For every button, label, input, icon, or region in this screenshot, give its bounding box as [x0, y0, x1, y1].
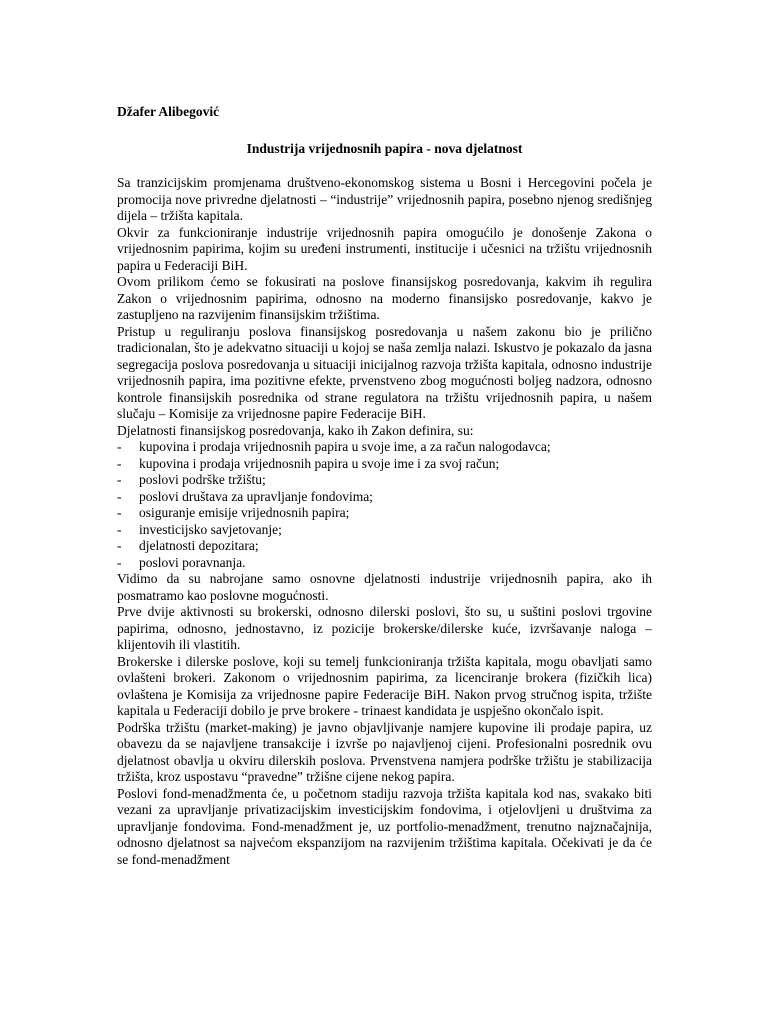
list-item	[117, 439, 652, 456]
list-item-text: kupovina i prodaja vrijednosnih papira u svoje ime i za svoj račun;	[139, 455, 500, 471]
document-title: Industrija vrijednosnih papira - nova djelatnost	[246, 140, 523, 156]
list-item	[117, 456, 652, 473]
paragraph: Vidimo da su nabrojane samo osnovne djelatnosti industrije vrijednosnih papira, ako ih posmatramo kao poslovne mogućnosti.	[117, 571, 652, 603]
list-item	[117, 555, 652, 572]
paragraph: Okvir za funkcioniranje industrije vrijednosnih papira omogućilo je donošenje Zakona o vrijednosnim papirima, kojim su uređeni instrumenti, institucije i učesnici na tržištu vrijednosnih papira u Federaciji BiH.	[117, 224, 652, 273]
activities-list	[117, 439, 652, 571]
list-item-text: kupovina i prodaja vrijednosnih papira u svoje ime, a za račun nalogodavca;	[139, 439, 551, 454]
paragraph: Prve dvije aktivnosti su brokerski, odnosno dilerski poslovi, što su, u suštini poslovi trgovine papirima, odnosno, jednostavno, iz pozicije brokerske/dilerske kuće, izvršavanje naloga – klijentovih ili vlastitih.	[117, 604, 652, 652]
document-page	[117, 104, 652, 868]
paragraph: Sa tranzicijskim promjenama društveno-ekonomskog sistema u Bosni i Hercegovini počela je promocija nove privredne djelatnosti – “industrije” vrijednosnih papira, posebno njenog središnjeg dijela – tržišta kapitala.	[117, 175, 652, 223]
list-item	[117, 538, 652, 555]
list-item-text: poslovi podrške tržištu;	[139, 472, 266, 487]
list-dash: -	[117, 439, 122, 454]
list-item	[117, 489, 652, 506]
list-dash: -	[117, 521, 122, 537]
list-item	[117, 505, 652, 522]
paragraph: Djelatnosti finansijskog posredovanja, kako ih Zakon definira, su:	[117, 422, 474, 438]
paragraph: Pristup u reguliranju poslova finansijskog posredovanja u našem zakonu bio je prilično tradicionalan, što je adekvatno situaciji u kojoj se naša zemlja nalazi. Iskustvo je pokazalo da jasna segregacija poslova posredovanja u situaciji inicijalnog razvoja tržišta kapitala, odnosno industrije vrijednosnih papira, ima pozitivne efekte, prvenstveno zbog mogućnosti boljeg nadzora, odnosno kontrole finansijskih posrednika od strane regulatora na tržištu vrijednosnih papira, u našem slučaju – Komisije za vrijednosne papire Federacije BiH.	[117, 323, 652, 421]
body-text	[117, 175, 652, 868]
list-dash: -	[117, 554, 122, 570]
list-dash: -	[117, 505, 122, 520]
list-item-text: poslovi društava za upravljanje fondovima;	[139, 488, 373, 504]
paragraph: Brokerske i dilerske poslove, koji su temelj funkcioniranja tržišta kapitala, mogu obavljati samo ovlašteni brokeri. Zakonom o vrijednosnim papirima, za licenciranje brokera (fizičkih lica) ovlaštena je Komisija za vrijednosne papire Federacije BiH. Nakon prvog stručnog ispita, tržište kapitala u Federaciji dobilo je prve brokere - trinaest kandidata je uspješno okončalo ispit.	[117, 653, 652, 718]
list-item	[117, 522, 652, 539]
list-item	[117, 472, 652, 489]
list-dash: -	[117, 472, 122, 487]
list-item-text: djelatnosti depozitara;	[139, 538, 259, 553]
paragraph: Ovom prilikom ćemo se fokusirati na poslove finansijskog posredovanja, kakvim ih regulira Zakon o vrijednosnim papirima, odnosno na moderno finansijsko posredovanje, kakvo je zastupljeno na razvijenim finansijskim tržištima.	[117, 274, 652, 322]
paragraph: Podrška tržištu (market-making) je javno objavljivanje namjere kupovine ili prodaje papira, uz obavezu da se najavljene transakcije i izvrše po najavljenoj cijeni. Profesionalni posrednik ovu djelatnost obavlja u okviru dilerskih poslova. Prvenstvena namjera podrške tržištu je stabilizacija tržišta, kroz uspostavu “pravedne” tržišne cijene nekog papira.	[117, 719, 652, 784]
list-item-text: investicijsko savjetovanje;	[139, 521, 282, 537]
list-dash: -	[117, 538, 122, 553]
paragraph: Poslovi fond-menadžmenta će, u početnom stadiju razvoja tržišta kapitala kod nas, svakako biti vezani za upravljanje privatizacijskim investicijskim fondovima, i otjelovljeni u društvima za upravljanje fondovima. Fond-menadžment je, uz portfolio-menadžment, trenutno najznačajnija, odnosno djelatnost sa najvećom ekspanzijom na razvijenim tržištima kapitala. Očekivati je da će se fond-menadžment	[117, 785, 652, 867]
list-dash: -	[117, 455, 122, 471]
author-name: Džafer Alibegović	[117, 104, 220, 119]
list-item-text: poslovi poravnanja.	[139, 554, 246, 570]
list-dash: -	[117, 488, 122, 504]
list-item-text: osiguranje emisije vrijednosnih papira;	[139, 505, 350, 520]
